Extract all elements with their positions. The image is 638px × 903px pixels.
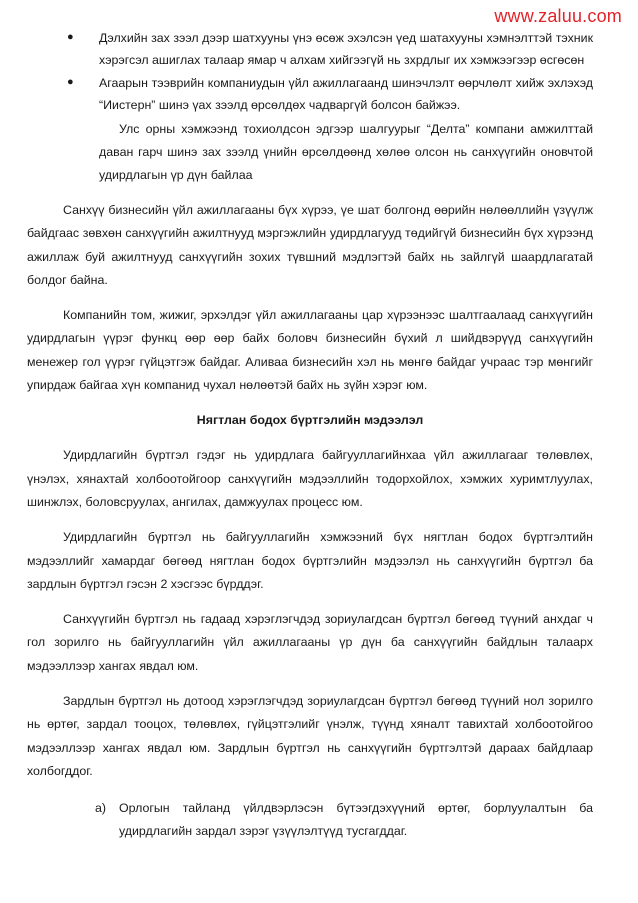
paragraph: Компанийн том, жижиг, эрхэлдэг үйл ажиллагааны цар хүрээнээс шалтгаалаад санхүүгийн удирдлагын үүрэг функц өөр өөр байх боловч бизнесийн бүхий л шийдвэрүүд санхүүгийн менежер гол үүрэг гүйцэтгэж байдаг. Аливаа бизнесийн хэл нь мөнгө байдаг учраас тэр мөнгийг упирдаж байгаа хүн компанид чухал нөлөөтэй байх нь зүйн хэрэг юм. [27,308,593,393]
bullet-item [27,73,593,116]
watermark-text: www.zaluu.com [494,6,622,26]
bullet-item [27,28,593,71]
bullet-text: Дэлхийн зах зээл дээр шатхууны үнэ өсөж эхэлсэн үед шатахууны хэмнэлттэй тэхник хэрэгсэл ашиглах талаар ямар ч алхам хийгээгүй нь зхрдлыг их хэмжээгээр өсгөсөн [99,31,593,67]
paragraph: Санхүү бизнесийн үйл ажиллагааны бүх хүрээ, үе шат болгонд өөрийн нөлөөллийн үзүүлж байдгаас зөвхөн санхүүгийн ажилтнууд мэргэжлийн удирдлагууд төдийгүй бизнесийн бүх хүрээнд ажиллаж буй ажилтнууд санхүүгийн зохих түвшний мэдлэгтэй байх нь зайлгүй шаардлагатай болдог байна. [27,203,593,287]
bullet-icon: ● [67,76,74,88]
paragraph: Санхүүгийн бүртгэл нь гадаад хэрэглэгчдэд зориулагдсан бүртгэл бөгөөд түүний анхдаг ч гол зорилго нь байгууллагийн үйл ажиллагааны үр дүн ба санхүүгийн байдлын талаарх мэдээллээр хангах явдал юм. [27,612,593,673]
sub-paragraph-text: Улс орны хэмжээнд тохиолдсон эдгээр шалгуурыг “Делта” компани амжилттай даван гарч шинэ зах зээлд үнийн өрсөлдөөнд хөлөө олсон нь санхүүгийн оновчтой удирдлагын үр дүн байлаа [99,122,593,182]
list-item-text: Орлогын тайланд үйлдвэрлэсэн бүтээгдэхүүний өртөг, борлуулалтын ба удирдлагийн зардал зэрэг үзүүлэлтүүд тусгагддаг. [119,801,593,839]
bullet-text: Агаарын тээврийн компаниудын үйл ажиллагаанд шинэчлэлт өөрчлөлт хийж эхлэхэд “Иистерн” шинэ үах зээлд өрсөлдөх чадваргүй болсон байжээ. [99,76,593,112]
section-heading: Нягтлан бодох бүртгэлийн мэдээлэл [196,413,424,428]
paragraph: Удирдлагийн бүртгэл гэдэг нь удирдлага байгууллагийнхаа үйл ажиллагааг төлөвлөх, үнэлэх, хянахтай холбоотойгоор санхүүгийн мэдээллийн тодорхойлох, хэмжих хуримтлуулах, шинжлэх, боловсруулах, ангилах, дамжуулах процесс юм. [27,448,593,509]
paragraph: Зардлын бүртгэл нь дотоод хэрэглэгчдэд зориулагдсан бүртгэл бөгөөд түүний нол зорилго нь өртөг, зардал тооцох, төлөвлөх, гүйцэтгэлийг үнэлж, түүнд хяналт тавихтай холбоотойгоо мэдээллээр хангах явдал юм. Зардлын бүртгэл нь санхүүгийн бүртгэлтэй дараах байдлаар холбогддог. [27,694,593,778]
document-page [27,28,593,843]
alpha-list-item [27,797,593,843]
paragraph: Удирдлагийн бүртгэл нь байгууллагийн хэмжээний бүх нягтлан бодох бүртгэлтийн мэдээллийг хамардаг бөгөөд нягтлан бодох бүртгэлийн мэдээлэл нь санхүүгийн бүртгэл ба зардлын бүртгэл гэсэн 2 хэсгээс бүрддэг. [27,530,593,591]
bullet-list [27,28,593,116]
list-marker: a) [95,801,107,816]
bullet-icon: ● [67,31,74,43]
sub-paragraph [27,118,593,187]
